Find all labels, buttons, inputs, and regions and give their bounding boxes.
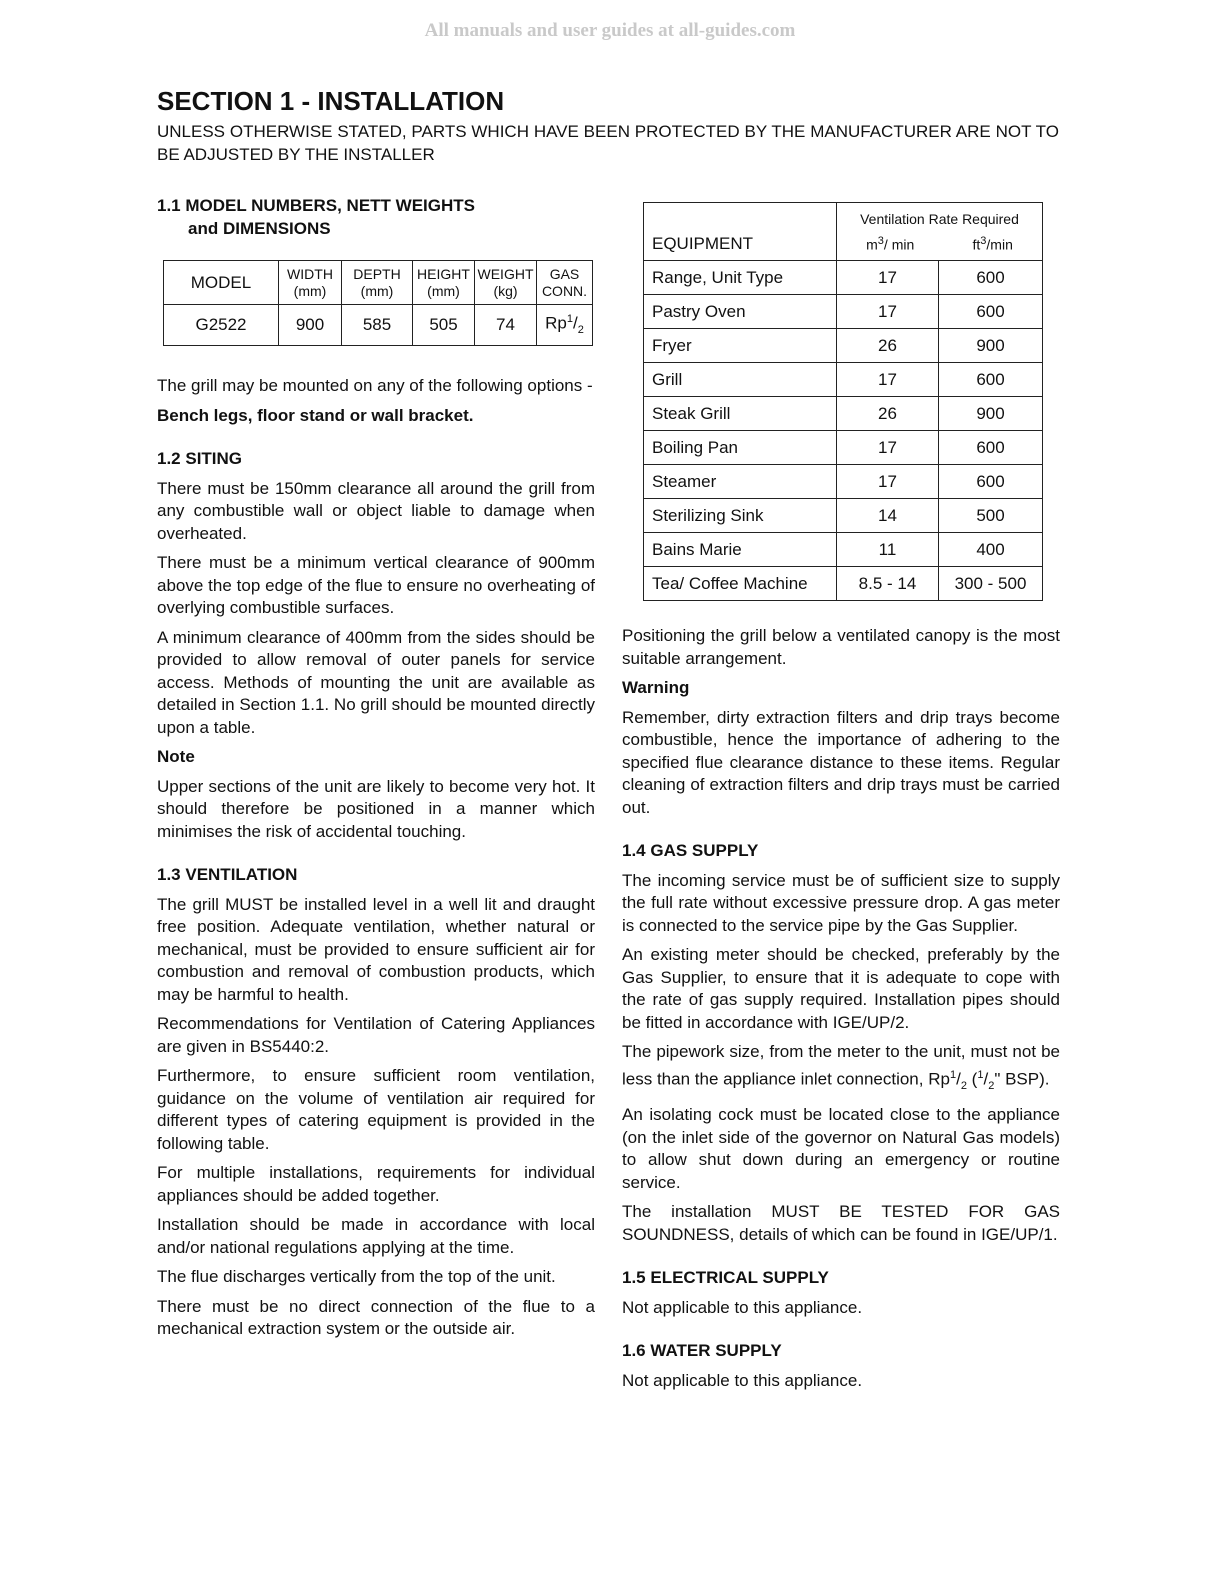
- electrical-text: Not applicable to this appliance.: [622, 1297, 863, 1317]
- header-gas-unit: CONN.: [541, 282, 588, 299]
- rate-m3: 11: [837, 533, 939, 567]
- equipment-name: Steak Grill: [644, 397, 837, 431]
- unit-m3-exp: 3: [877, 234, 884, 247]
- table-row: [644, 499, 1043, 533]
- rate-ft3: 900: [939, 397, 1043, 431]
- cell-gas: $Rp^1/_2$: [537, 305, 593, 346]
- rate-ft3: 600: [939, 465, 1043, 499]
- rate-m3: 17: [837, 465, 939, 499]
- table-row: [644, 261, 1043, 295]
- rate-ft3: 600: [939, 261, 1043, 295]
- rate-ft3: 600: [939, 363, 1043, 397]
- header-gas-label: GAS: [549, 265, 580, 282]
- heading-1-6: 1.6 WATER SUPPLY: [622, 1341, 782, 1361]
- header-depth-label: DEPTH: [353, 265, 401, 282]
- ventilation-para-6: The flue discharges vertically from the top of the unit.: [157, 1267, 556, 1286]
- equipment-name: Grill: [644, 363, 837, 397]
- gas-numerator: 1: [566, 313, 573, 326]
- cell-width: 900: [279, 305, 342, 346]
- heading-1-1-line1: 1.1 MODEL NUMBERS, NETT WEIGHTS: [157, 196, 475, 215]
- rate-header-caption: Ventilation Rate Required: [860, 210, 1019, 227]
- note-text: Upper sections of the unit are likely to become very hot. It should therefore be positioned in a manner which minimises the risk of accidental touching.: [157, 776, 595, 841]
- rate-ft3: 900: [939, 329, 1043, 363]
- siting-para-1: There must be 150mm clearance all around the grill from any combustible wall or object liable to damage when overheated.: [157, 478, 595, 543]
- unit-ft3: [973, 232, 1013, 254]
- rate-m3: 26: [837, 397, 939, 431]
- header-weight-label: WEIGHT: [477, 265, 534, 282]
- equipment-name: Tea/ Coffee Machine: [644, 567, 837, 601]
- gas-para-3-num2: 1: [977, 1068, 984, 1081]
- gas-para-3: The pipework size, from the meter to the unit, must not be less than the appliance inlet connection, $Rp^1/_2$ ($^1/_2$" BSP).: [622, 1042, 1060, 1092]
- cell-height: 505: [413, 305, 475, 346]
- equipment-name: Range, Unit Type: [644, 261, 837, 295]
- header-model-label: MODEL: [190, 272, 252, 292]
- cell-depth: 585: [342, 305, 413, 346]
- heading-1-1: [157, 195, 595, 240]
- rate-ft3: 500: [939, 499, 1043, 533]
- equipment-name: Fryer: [644, 329, 837, 363]
- header-width: [279, 261, 342, 305]
- equipment-header: EQUIPMENT: [644, 203, 837, 261]
- ventilation-para-4: For multiple installations, requirements for individual appliances should be added together.: [157, 1163, 595, 1205]
- rate-ft3: 600: [939, 295, 1043, 329]
- section-title: SECTION 1 - INSTALLATION: [157, 86, 505, 116]
- rate-ft3: 600: [939, 431, 1043, 465]
- header-height-unit: (mm): [427, 282, 460, 299]
- table-row: [644, 465, 1043, 499]
- heading-1-1-line2: and DIMENSIONS: [188, 218, 331, 238]
- rate-ft3: 300 - 500: [939, 567, 1043, 601]
- gas-para-3-num: 1: [949, 1068, 957, 1081]
- header-weight-unit: (kg): [493, 282, 518, 299]
- heading-1-3: 1.3 VENTILATION: [157, 865, 298, 884]
- header-width-unit: (mm): [293, 282, 327, 299]
- model-table-row: [164, 305, 593, 346]
- section-subtitle: UNLESS OTHERWISE STATED, PARTS WHICH HAVE BEEN PROTECTED BY THE MANUFACTURER ARE NOT TO BE ADJUSTED BY THE INSTALLER: [157, 122, 1059, 164]
- table-row: [644, 329, 1043, 363]
- note-label: Note: [157, 747, 195, 766]
- table-row: [644, 533, 1043, 567]
- gas-para-2: An existing meter should be checked, preferably by the Gas Supplier, to ensure that it is adequate to cope with the rate of gas supply required. Installation pipes should be fitted in accordance with IGE/UP/2.: [622, 945, 1060, 1032]
- ventilation-para-2: Recommendations for Ventilation of Catering Appliances are given in BS5440:2.: [157, 1014, 595, 1056]
- gas-para-3-tail: " BSP).: [994, 1069, 1050, 1089]
- positioning-text: Positioning the grill below a ventilated canopy is the most suitable arrangement.: [622, 626, 1060, 668]
- ventilation-table: [643, 202, 1043, 601]
- unit-ft3-rate: /min: [986, 236, 1013, 253]
- header-width-label: WIDTH: [287, 265, 333, 282]
- left-column: [157, 195, 595, 1348]
- header-depth-unit: (mm): [360, 282, 394, 299]
- water-text: Not applicable to this appliance.: [622, 1370, 863, 1390]
- rate-ft3: 400: [939, 533, 1043, 567]
- ventilation-table-header: [644, 203, 1043, 261]
- header-height-label: HEIGHT: [417, 265, 470, 282]
- model-table-header: [164, 261, 593, 305]
- equipment-name: Steamer: [644, 465, 837, 499]
- unit-m3-rate: / min: [883, 236, 915, 253]
- warning-label: Warning: [622, 678, 690, 697]
- equipment-name: Boiling Pan: [644, 431, 837, 465]
- heading-1-4: 1.4 GAS SUPPLY: [622, 841, 759, 860]
- unit-ft3-base: ft: [972, 236, 981, 253]
- header-height: [413, 261, 475, 305]
- mounting-options-bold: Bench legs, floor stand or wall bracket.: [157, 405, 474, 425]
- table-row: [644, 431, 1043, 465]
- rate-m3: 17: [837, 261, 939, 295]
- ventilation-para-1: The grill MUST be installed level in a well lit and draught free position. Adequate ventilation, whether natural or mechanical, must be provided to ensure sufficient air for combustion and removal of combustion products, which may be harmful to health.: [157, 894, 595, 1004]
- rate-m3: 14: [837, 499, 939, 533]
- rate-units: [837, 232, 1042, 254]
- heading-1-5: 1.5 ELECTRICAL SUPPLY: [622, 1268, 829, 1288]
- ventilation-para-5: Installation should be made in accordance with local and/or national regulations applying at the time.: [157, 1215, 595, 1257]
- header-model: [164, 261, 279, 305]
- gas-para-5: The installation MUST BE TESTED FOR GAS SOUNDNESS, details of which can be found in IGE/UP/1.: [622, 1202, 1060, 1244]
- siting-para-2: There must be a minimum vertical clearance of 900mm above the top edge of the flue to ensure no overheating of overlying combustible surfaces.: [157, 553, 595, 617]
- gas-para-4: An isolating cock must be located close to the appliance (on the inlet side of the governor on Natural Gas models) to allow shut down during an emergency or routine service.: [622, 1105, 1060, 1192]
- cell-weight: 74: [475, 305, 537, 346]
- siting-para-3: A minimum clearance of 400mm from the sides should be provided to allow removal of outer panels for service access. Methods of mounting the unit are available as detailed in Section 1.1. No grill should be mounted directly upon a table.: [157, 627, 595, 737]
- table-row: [644, 295, 1043, 329]
- unit-m3: [866, 232, 914, 254]
- unit-m3-base: m: [866, 236, 878, 253]
- unit-ft3-exp: 3: [980, 234, 987, 247]
- rate-m3: 17: [837, 431, 939, 465]
- equipment-name: Sterilizing Sink: [644, 499, 837, 533]
- mounting-options-text: The grill may be mounted on any of the following options -: [157, 376, 593, 395]
- gas-para-1: The incoming service must be of sufficient size to supply the full rate without excessive pressure drop. A gas meter is connected to the service pipe by the Gas Supplier.: [622, 870, 1060, 935]
- heading-1-2: 1.2 SITING: [157, 449, 243, 468]
- cell-model: G2522: [164, 305, 279, 346]
- gas-prefix: Rp: [545, 314, 567, 334]
- header-weight: [475, 261, 537, 305]
- model-table: [163, 260, 593, 346]
- table-row: [644, 397, 1043, 431]
- rate-m3: 17: [837, 295, 939, 329]
- table-row: [644, 363, 1043, 397]
- equipment-name: Pastry Oven: [644, 295, 837, 329]
- watermark: All manuals and user guides at all-guides.com: [424, 20, 796, 41]
- warning-text: Remember, dirty extraction filters and drip trays become combustible, hence the importance of adhering to the specified flue clearance distance to these items. Regular cleaning of extraction filters and drip trays must be carried out.: [622, 707, 1060, 817]
- ventilation-para-3: Furthermore, to ensure sufficient room ventilation, guidance on the volume of ventilation air required for different types of catering equipment is provided in the following table.: [157, 1066, 595, 1153]
- header-depth: [342, 261, 413, 305]
- ventilation-para-7: There must be no direct connection of the flue to a mechanical extraction system or the outside air.: [157, 1296, 595, 1338]
- rate-m3: 17: [837, 363, 939, 397]
- equipment-name: Bains Marie: [644, 533, 837, 567]
- right-column: [622, 625, 1060, 1399]
- table-row: [644, 567, 1043, 601]
- gas-para-3-open: (: [971, 1069, 978, 1089]
- header-gas: [537, 261, 593, 305]
- gas-para-3-den2: 2: [988, 1079, 995, 1092]
- rate-m3: 26: [837, 329, 939, 363]
- gas-para-3-text: The pipework size, from the meter to the unit, must not be less than the appliance inlet connection, Rp: [622, 1042, 1060, 1089]
- gas-denominator: 2: [577, 324, 584, 337]
- rate-m3: 8.5 - 14: [837, 567, 939, 601]
- gas-para-3-den: 2: [960, 1079, 967, 1092]
- rate-header: [837, 203, 1043, 261]
